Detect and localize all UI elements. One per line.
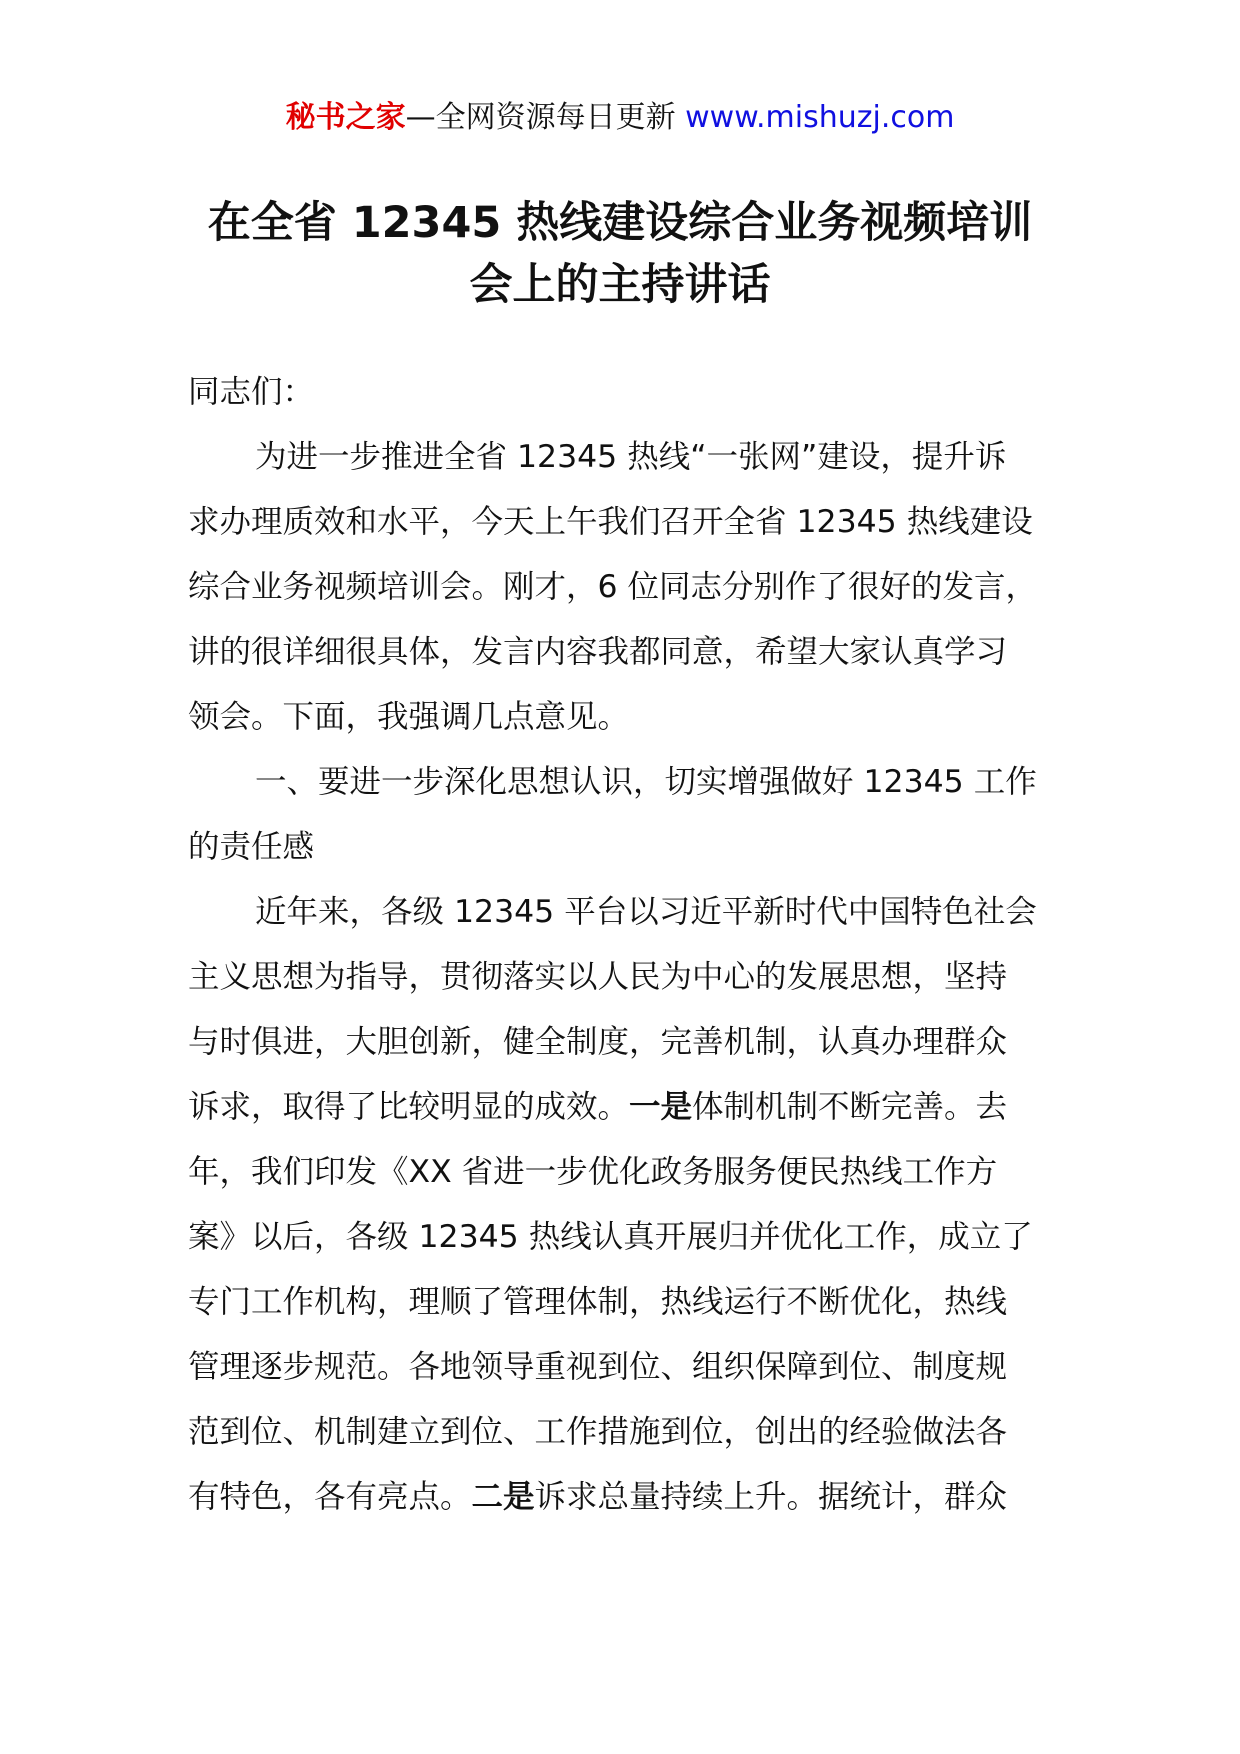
body-line: 求办理质效和水平，今天上午我们召开全省 12345 热线建设 [188, 504, 1033, 540]
body-text: 诉求，取得了比较明显的成效。 [188, 1089, 630, 1125]
body-line: 主义思想为指导，贯彻落实以人民为中心的发展思想，坚持 [188, 959, 1008, 995]
body-line: 范到位、机制建立到位、工作措施到位，创出的经验做法各 [188, 1414, 1008, 1450]
body-line: 与时俱进，大胆创新，健全制度，完善机制，认真办理群众 [188, 1024, 1008, 1060]
body-line: 综合业务视频培训会。刚才，6 位同志分别作了很好的发言， [188, 569, 1038, 605]
heading-line: 的责任感 [188, 829, 315, 865]
body-line: 为进一步推进全省 12345 热线“一张网”建设，提升诉 [255, 439, 1007, 475]
body-line: 年，我们印发《XX 省进一步优化政务服务便民热线工作方 [188, 1154, 998, 1190]
site-url-link[interactable]: www.mishuzj.com [685, 100, 955, 135]
site-header [0, 98, 1240, 138]
body-line: 案》以后，各级 12345 热线认真开展归并优化工作，成立了 [188, 1219, 1033, 1255]
title-line-1: 在全省 12345 热线建设综合业务视频培训 [207, 198, 1033, 248]
document-body [188, 360, 1068, 1530]
body-text: 有特色，各有亮点。 [188, 1479, 472, 1515]
body-line: 讲的很详细很具体，发言内容我都同意，希望大家认真学习 [188, 634, 1008, 670]
body-line: 领会。下面，我强调几点意见。 [188, 699, 630, 735]
body-line [188, 1075, 1068, 1140]
body-text: 诉求总量持续上升。据统计，群众 [534, 1479, 1008, 1515]
document-title [150, 192, 1090, 316]
body-line: 近年来，各级 12345 平台以习近平新时代中国特色社会 [255, 894, 1037, 930]
paragraph-intro [188, 425, 1068, 750]
brand-name: 秘书之家 [285, 100, 406, 135]
greeting: 同志们： [188, 374, 315, 410]
emphasis-second: 二是 [471, 1479, 535, 1515]
body-line [188, 1465, 1068, 1530]
body-text: 体制机制不断完善。去 [692, 1089, 1008, 1125]
title-line-2: 会上的主持讲话 [469, 260, 771, 310]
header-tagline: —全网资源每日更新 [405, 100, 686, 135]
emphasis-first: 一是 [629, 1089, 693, 1125]
heading-line: 一、要进一步深化思想认识，切实增强做好 12345 工作 [255, 764, 1037, 800]
section-heading-1 [188, 750, 1068, 880]
body-line: 管理逐步规范。各地领导重视到位、组织保障到位、制度规 [188, 1349, 1008, 1385]
paragraph-achievements [188, 880, 1068, 1530]
body-line: 专门工作机构，理顺了管理体制，热线运行不断优化，热线 [188, 1284, 1008, 1320]
